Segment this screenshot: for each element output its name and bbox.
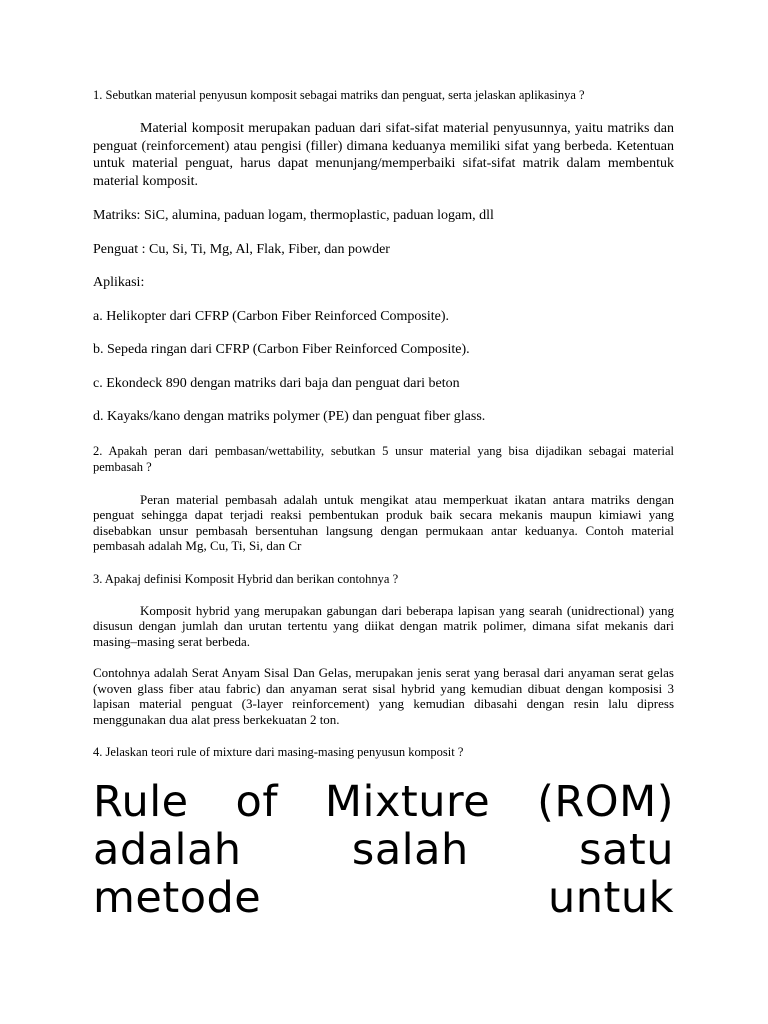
question-3: 3. Apakaj definisi Komposit Hybrid dan berikan contohnya ? — [93, 571, 399, 586]
matriks-line: Matriks: SiC, alumina, paduan logam, thermoplastic, paduan logam, dll — [93, 208, 494, 223]
aplikasi-item: b. Sepeda ringan dari CFRP (Carbon Fiber Reinforced Composite). — [93, 342, 470, 357]
penguat-line: Penguat : Cu, Si, Ti, Mg, Al, Flak, Fiber, dan powder — [93, 241, 390, 257]
question-2: 2. Apakah peran dari pembasan/wettability, sebutkan 5 unsur material yang bisa dijadikan sebagai material pembasah ? — [93, 443, 674, 474]
answer-4-line: Rule of Mixture (ROM) — [93, 777, 674, 827]
aplikasi-label: Aplikasi: — [93, 275, 145, 290]
answer-4-line: metode untuk — [93, 873, 674, 923]
question-1: 1. Sebutkan material penyusun komposit sebagai matriks dan penguat, serta jelaskan aplikasinya ? — [93, 88, 585, 102]
answer-1-paragraph: Material komposit merupakan paduan dari sifat-sifat material penyusunnya, yaitu matriks dan penguat (reinforcement) atau pengisi (filler) dimana keduanya memiliki sifat yang berbeda. Ketentuan untuk material penguat, harus dapat menunjang/memperbaiki sifat-sifat matrik dalam membentuk material komposit. — [93, 121, 674, 189]
answer-2-paragraph: Peran material pembasah adalah untuk mengikat atau memperkuat ikatan antara matriks dengan penguat sehingga dapat terjadi reaksi pembentukan produk baik secara mekanis maupun kimiawi yang disebabkan unsur pembasah bersentuhan langsung dengan permukaan antar keduanya. Contoh material pembasah adalah Mg, Cu, Ti, Si, dan Cr — [93, 491, 674, 553]
answer-4-large-text — [93, 778, 674, 922]
document-page — [93, 87, 674, 922]
aplikasi-item: c. Ekondeck 890 dengan matriks dari baja dan penguat dari beton — [93, 375, 460, 391]
aplikasi-item: a. Helikopter dari CFRP (Carbon Fiber Reinforced Composite). — [93, 308, 450, 324]
aplikasi-item: d. Kayaks/kano dengan matriks polymer (PE) dan penguat fiber glass. — [93, 409, 486, 424]
answer-4-line: adalah salah satu — [93, 825, 674, 875]
answer-3-example: Contohnya adalah Serat Anyam Sisal Dan Gelas, merupakan jenis serat yang berasal dari anyaman serat gelas (woven glass fiber atau fabric) dan anyaman serat sisal hybrid yang kemudian dibuat dengan komposisi 3 lapisan material penguat (3-layer reinforcement) yang kemudian dibasahi dengan resin lalu dipress menggunakan dua alat press berkekuatan 2 ton. — [93, 665, 674, 727]
answer-3-paragraph: Komposit hybrid yang merupakan gabungan dari beberapa lapisan yang searah (unidrectional) yang disusun dengan jumlah dan urutan tertentu yang diikat dengan matrik polimer, dimana sifat mekanis dari masing–masing serat berbeda. — [93, 602, 674, 649]
question-4: 4. Jelaskan teori rule of mixture dari masing-masing penyusun komposit ? — [93, 745, 464, 759]
